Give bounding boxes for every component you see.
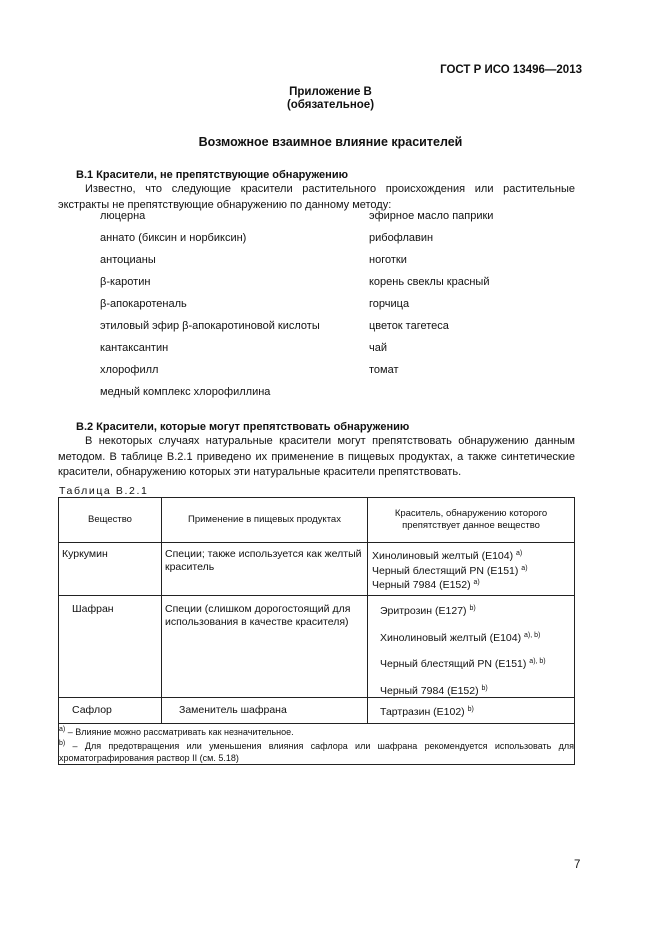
list-item: кантаксантин <box>100 342 169 354</box>
dye-note: b) <box>469 605 476 612</box>
page-title: Возможное взаимное влияние красителей <box>198 135 463 149</box>
section1-paragraph: Известно, что следующие красители растительного происхождения или растительные экстракты не препятствующие обнаружению по данному методу: <box>58 183 575 211</box>
table-row <box>59 596 575 698</box>
substance-name: Куркумин <box>62 548 108 560</box>
section1-heading: В.1 Красители, не препятствующие обнаружению <box>76 169 348 181</box>
dye-item <box>380 683 571 698</box>
application-text: Заменитель шафрана <box>179 704 287 716</box>
dye-item <box>380 656 571 671</box>
dye-cell <box>368 543 575 596</box>
dye-note: a) <box>521 564 528 572</box>
footnote-text: – Для предотвращения или уменьшения влияния сафлора или шафрана рекомендуется использовать для хроматографирования раствор II (см. 5.18) <box>59 741 574 763</box>
list-item: хлорофилл <box>100 364 159 376</box>
dye-name: Черный 7984 (Е152) <box>372 579 471 591</box>
page-number: 7 <box>574 859 581 871</box>
application-cell <box>162 543 368 596</box>
appendix-title: Приложение В <box>289 86 372 98</box>
dye-item <box>380 603 571 618</box>
footnote-text: – Влияние можно рассматривать как незначительное. <box>65 727 294 737</box>
document-code: ГОСТ Р ИСО 13496—2013 <box>440 64 582 76</box>
list-item: β-апокаротеналь <box>100 298 187 310</box>
list-item: β-каротин <box>100 276 151 288</box>
dye-name: Черный блестящий PN (Е151) <box>372 564 519 577</box>
list-item: горчица <box>369 298 410 310</box>
section2-text <box>58 434 575 481</box>
table-row <box>59 698 575 724</box>
dye-item <box>380 704 571 719</box>
application-text: Специи (слишком дорогостоящий для использования в качестве красителя) <box>165 603 351 628</box>
list-item: цветок тагетеса <box>369 320 449 332</box>
dye-note: a) <box>473 579 480 586</box>
list-item: антоцианы <box>100 254 156 266</box>
table-header-row <box>59 498 575 543</box>
application-text: Специи; также используется как желтый краситель <box>165 548 362 573</box>
list-item: чай <box>369 342 387 354</box>
header-dye: Краситель, обнаружению которого препятствует данное вещество <box>368 498 575 543</box>
dye-item <box>380 630 571 645</box>
dye-name: Черный 7984 (Е152) <box>380 684 479 697</box>
list-item: корень свеклы красный <box>369 276 490 288</box>
list-item: аннато (биксин и норбиксин) <box>100 232 247 244</box>
list-item: медный комплекс хлорофиллина <box>100 386 271 398</box>
dye-item <box>372 577 571 592</box>
dye-note: b) <box>467 706 474 713</box>
dye-note: a), b) <box>529 658 546 665</box>
dye-interference-table <box>58 497 575 765</box>
table-caption: Таблица В.2.1 <box>59 485 149 497</box>
list-item: этиловый эфир β-апокаротиновой кислоты <box>100 320 320 332</box>
substance-name: Сафлор <box>72 704 112 716</box>
footnote-mark: a) <box>59 726 66 733</box>
list-item: люцерна <box>100 210 146 222</box>
appendix-status: (обязательное) <box>286 99 375 111</box>
dye-item <box>372 548 571 563</box>
dye-note: b) <box>481 684 488 692</box>
application-cell <box>162 596 368 698</box>
table-footnotes <box>59 724 575 765</box>
footnote-mark: b) <box>59 740 66 747</box>
section2-heading: В.2 Красители, которые могут препятствовать обнаружению <box>76 421 410 433</box>
header-substance: Вещество <box>59 498 162 543</box>
section2-paragraph: В некоторых случаях натуральные красители могут препятствовать обнаружению данным методом. В таблице В.2.1 приведено их применение в пищевых продуктах, а также синтетические красители, обнаружению которых эти натуральные красители препятствовать. <box>58 435 575 478</box>
dye-cell <box>368 698 575 724</box>
dye-note: a) <box>516 550 523 557</box>
dye-name: Тартразин (Е102) <box>380 706 465 718</box>
substance-cell <box>59 596 162 698</box>
table-row <box>59 543 575 596</box>
substance-cell <box>59 543 162 596</box>
section1-text <box>58 182 575 213</box>
table-footnotes-row <box>59 724 575 765</box>
dye-name: Черный блестящий PN (Е151) <box>380 658 527 670</box>
application-cell <box>162 698 368 724</box>
dye-item <box>372 563 571 578</box>
list-item: эфирное масло паприки <box>369 210 494 222</box>
dye-note: a), b) <box>524 631 541 639</box>
footnote <box>59 724 574 738</box>
footnote <box>59 738 574 764</box>
list-item: томат <box>369 364 399 376</box>
substance-name: Шафран <box>72 603 114 615</box>
dye-cell <box>368 596 575 698</box>
dye-name: Эритрозин (Е127) <box>380 605 467 617</box>
substance-cell <box>59 698 162 724</box>
header-application: Применение в пищевых продуктах <box>162 498 368 543</box>
list-item: рибофлавин <box>369 232 434 244</box>
dye-name: Хинолиновый желтый (Е104) <box>372 550 514 562</box>
list-item: ноготки <box>369 254 407 266</box>
dye-name: Хинолиновый желтый (Е104) <box>380 631 522 644</box>
